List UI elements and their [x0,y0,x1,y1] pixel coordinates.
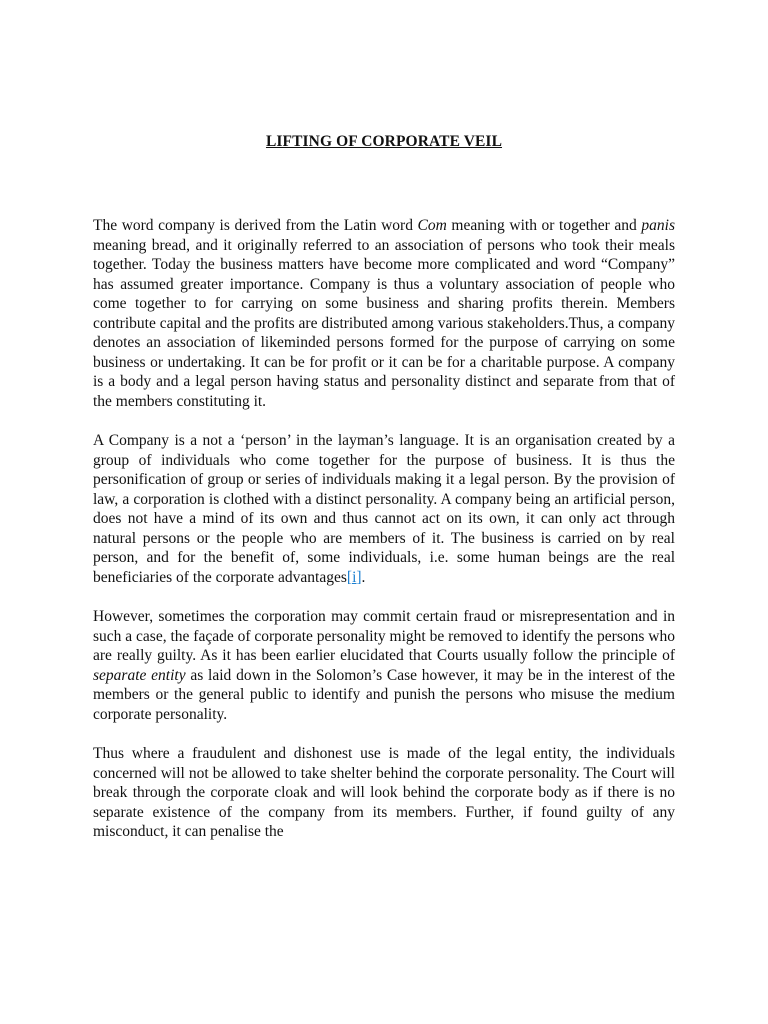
paragraph-3-text-a: However, sometimes the corporation may commit certain fraud or misrepresentation and in such a case, the façade of corporate personality might be removed to identify the persons who are really guilty. As it has been earlier elucidated that Courts usually follow the principle of [93,608,675,664]
document-title: LIFTING OF CORPORATE VEIL [265,133,503,150]
term-separate-entity: separate entity [93,666,186,684]
paragraph-4 [93,744,675,842]
footnote-link-i[interactable]: [i] [346,568,362,586]
paragraph-1 [93,216,675,411]
paragraph-3-text-b: as laid down in the Solomon’s Case however, it may be in the interest of the members or the general public to identify and punish the persons who misuse the medium corporate personality. [93,666,675,723]
paragraph-4-text-a: Thus where a fraudulent and dishonest use is made of the legal entity, the individuals concerned will not be allowed to take shelter behind the corporate personality. The Court will break through the corporate cloak and will look behind the corporate body as if there is no separate existence of the company from its members. Further, if found guilty of any misconduct, it can penalise the [93,745,675,840]
document-body [93,216,675,842]
paragraph-1-text-a: The word company is derived from the Latin word [93,217,418,234]
paragraph-1-text-b: meaning with or together and [446,217,642,234]
paragraph-2-text-b: . [361,568,366,586]
paragraph-3 [93,607,675,724]
paragraph-2-text-a: A Company is a not a ‘person’ in the layman’s language. It is an organisation created by a group of individuals who come together for the purpose of business. It is thus the personification of group or series of individuals making it a legal person. By the provision of law, a corporation is clothed with a distinct personality. A company being an artificial person, does not have a mind of its own and thus cannot act on its own, it can only act through natural persons or the people who are members of it. The business is carried on by real person, and for the benefit of, some individuals, i.e. some human beings are the real beneficiaries of the corporate advantages [93,432,675,586]
latin-word-panis: panis [641,217,675,234]
latin-word-com: Com [417,217,447,234]
paragraph-2 [93,431,675,587]
paragraph-1-text-c: meaning bread, and it originally referred to an association of persons who took their meals together. Today the business matters have become more complicated and word “Company” has assumed greater importance. Company is thus a voluntary association of people who come together to for carrying on some business and sharing profits therein. Members contribute capital and the profits are distributed among various stakeholders.Thus, a company denotes an association of likeminded persons formed for the purpose of carrying on some business or undertaking. It can be for profit or it can be for a charitable purpose. A company is a body and a legal person having status and personality distinct and separate from that of the members constituting it. [93,236,675,410]
